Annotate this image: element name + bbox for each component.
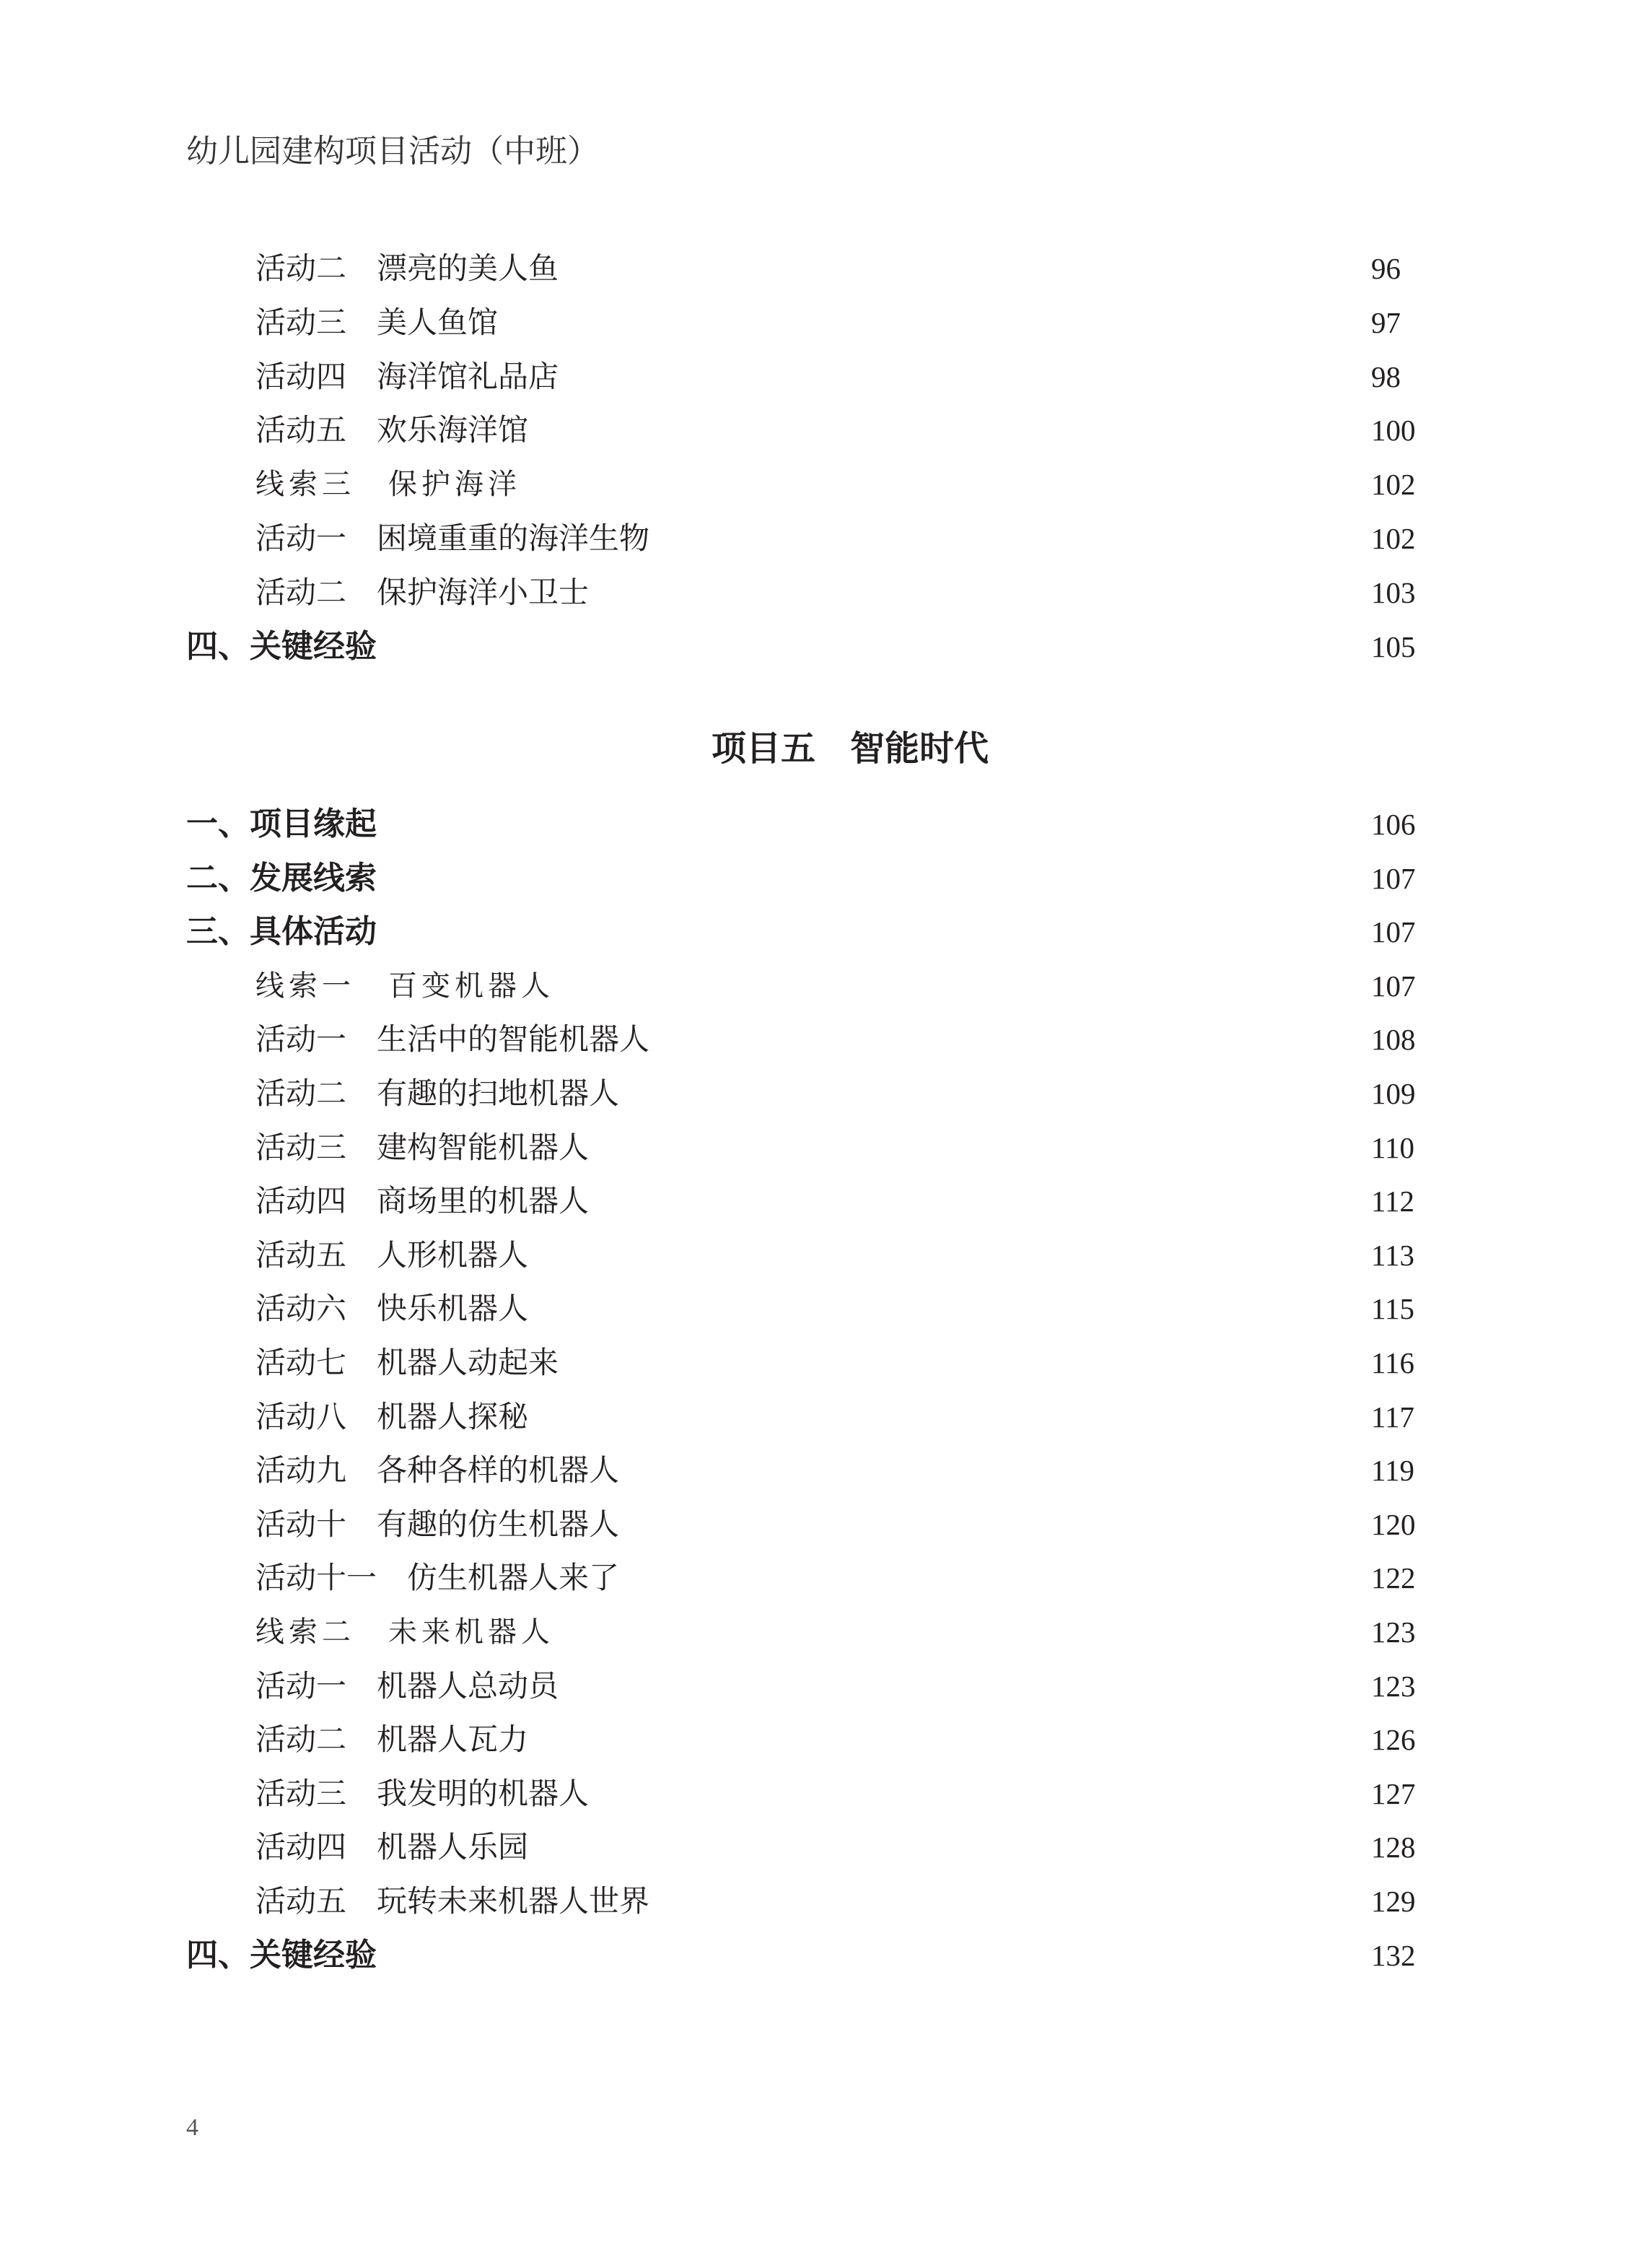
toc-entry-page: 127 — [1371, 1776, 1416, 1810]
toc-entry-label: 活动三 美人鱼馆 — [255, 304, 499, 340]
toc-entry-page: 120 — [1371, 1507, 1416, 1541]
toc-entry-page: 107 — [1371, 861, 1416, 895]
toc-entry-label: 活动五 欢乐海洋馆 — [255, 412, 529, 448]
page-number: 4 — [186, 2114, 198, 2141]
toc-entry-label: 活动十 有趣的仿生机器人 — [255, 1506, 620, 1542]
toc-entry-label: 线索二 未来机器人 — [255, 1615, 554, 1649]
toc-entry-page: 102 — [1371, 468, 1416, 502]
toc-entry-label: 活动五 玩转未来机器人世界 — [255, 1883, 650, 1919]
toc-entry-label: 活动四 机器人乐园 — [255, 1829, 529, 1865]
toc-entry-label: 活动三 建构智能机器人 — [255, 1129, 590, 1165]
toc-entry-page: 126 — [1371, 1723, 1416, 1757]
toc-entry-page: 103 — [1371, 575, 1416, 609]
toc-entry-page: 110 — [1371, 1130, 1414, 1164]
toc-entry — [0, 1718, 1628, 1761]
toc-entry-label: 四、关键经验 — [186, 627, 377, 665]
toc-entry-label: 活动一 机器人总动员 — [255, 1667, 559, 1704]
toc-entry-page: 100 — [1371, 414, 1416, 448]
toc-entry — [0, 1018, 1628, 1061]
toc-entry — [0, 247, 1628, 290]
toc-entry-label: 活动六 快乐机器人 — [255, 1291, 529, 1327]
toc-entry-page: 116 — [1371, 1346, 1414, 1379]
toc-entry-label: 活动四 海洋馆礼品店 — [255, 358, 559, 394]
toc-entry-page: 109 — [1371, 1077, 1416, 1110]
toc-entry-label: 活动二 保护海洋小卫士 — [255, 574, 590, 610]
toc-entry-label: 一、项目缘起 — [186, 806, 377, 842]
toc-entry — [0, 1072, 1628, 1115]
toc-entry-label: 线索一 百变机器人 — [255, 969, 554, 1003]
toc-entry-page: 107 — [1371, 969, 1416, 1003]
toc-entry — [0, 409, 1628, 452]
toc-entry-page: 105 — [1371, 629, 1416, 663]
toc-entry-label: 活动三 我发明的机器人 — [255, 1775, 590, 1811]
toc-entry — [0, 1610, 1628, 1654]
toc-entry — [0, 1556, 1628, 1600]
toc-entry — [0, 1772, 1628, 1815]
toc-entry-label: 线索三 保护海洋 — [255, 468, 521, 502]
toc-entry-label: 活动二 机器人瓦力 — [255, 1722, 529, 1758]
toc-entry-page: 115 — [1371, 1292, 1414, 1326]
toc-entry — [0, 1395, 1628, 1439]
toc-entry — [0, 1826, 1628, 1869]
toc-entry-label: 二、发展线索 — [186, 859, 377, 897]
toc-entry-label: 活动二 有趣的扫地机器人 — [255, 1076, 620, 1111]
toc-entry-label: 活动八 机器人探秘 — [255, 1398, 529, 1434]
toc-entry-label: 活动十一 仿生机器人来了 — [255, 1560, 620, 1596]
toc-entry — [0, 857, 1628, 900]
toc-entry-label: 三、具体活动 — [186, 913, 377, 951]
running-head: 幼儿园建构项目活动（中班） — [186, 133, 599, 170]
toc-entry-label: 四、关键经验 — [186, 1936, 377, 1973]
toc-entry-page: 122 — [1371, 1561, 1416, 1595]
toc-entry — [0, 571, 1628, 614]
toc-entry-label: 活动五 人形机器人 — [255, 1237, 529, 1273]
toc-entry-page: 129 — [1371, 1885, 1416, 1918]
toc-entry — [0, 964, 1628, 1008]
toc-entry-page: 106 — [1371, 808, 1416, 841]
toc-entry — [0, 803, 1628, 846]
toc-entry — [0, 517, 1628, 560]
toc-entry — [0, 1449, 1628, 1492]
toc-entry-label: 活动一 生活中的智能机器人 — [255, 1021, 650, 1057]
toc-entry — [0, 1880, 1628, 1923]
toc-entry — [0, 463, 1628, 506]
toc-entry — [0, 625, 1628, 668]
toc-entry-page: 132 — [1371, 1938, 1416, 1972]
toc-entry — [0, 1126, 1628, 1169]
toc-entry-page: 123 — [1371, 1615, 1416, 1649]
toc-entry-page: 112 — [1371, 1185, 1414, 1218]
toc-entry-page: 107 — [1371, 915, 1416, 949]
toc-entry-label: 活动七 机器人动起来 — [255, 1345, 559, 1380]
toc-entry-label: 活动九 各种各样的机器人 — [255, 1452, 620, 1488]
toc-entry-page: 98 — [1371, 359, 1401, 393]
toc-entry-page: 108 — [1371, 1023, 1416, 1057]
toc-entry-label: 活动四 商场里的机器人 — [255, 1183, 590, 1219]
project-title: 项目五 智能时代 — [711, 728, 989, 769]
toc-entry-page: 117 — [1371, 1400, 1414, 1434]
toc-entry — [0, 355, 1628, 398]
toc-entry — [0, 1287, 1628, 1330]
toc-entry — [0, 1934, 1628, 1977]
toc-entry — [0, 1179, 1628, 1223]
toc-entry — [0, 1234, 1628, 1277]
toc-entry-page: 96 — [1371, 252, 1401, 285]
toc-entry-label: 活动一 困境重重的海洋生物 — [255, 520, 650, 556]
toc-entry-page: 113 — [1371, 1238, 1414, 1272]
toc-entry — [0, 301, 1628, 344]
toc-entry-page: 102 — [1371, 522, 1416, 555]
toc-entry-page: 119 — [1371, 1454, 1414, 1488]
toc-entry — [0, 1503, 1628, 1546]
toc-entry — [0, 1665, 1628, 1708]
toc-entry-label: 活动二 漂亮的美人鱼 — [255, 250, 559, 286]
toc-entry-page: 97 — [1371, 305, 1401, 339]
toc-entry — [0, 1341, 1628, 1384]
toc-entry-page: 128 — [1371, 1831, 1416, 1864]
toc-entry-page: 123 — [1371, 1669, 1416, 1703]
toc-entry — [0, 910, 1628, 954]
